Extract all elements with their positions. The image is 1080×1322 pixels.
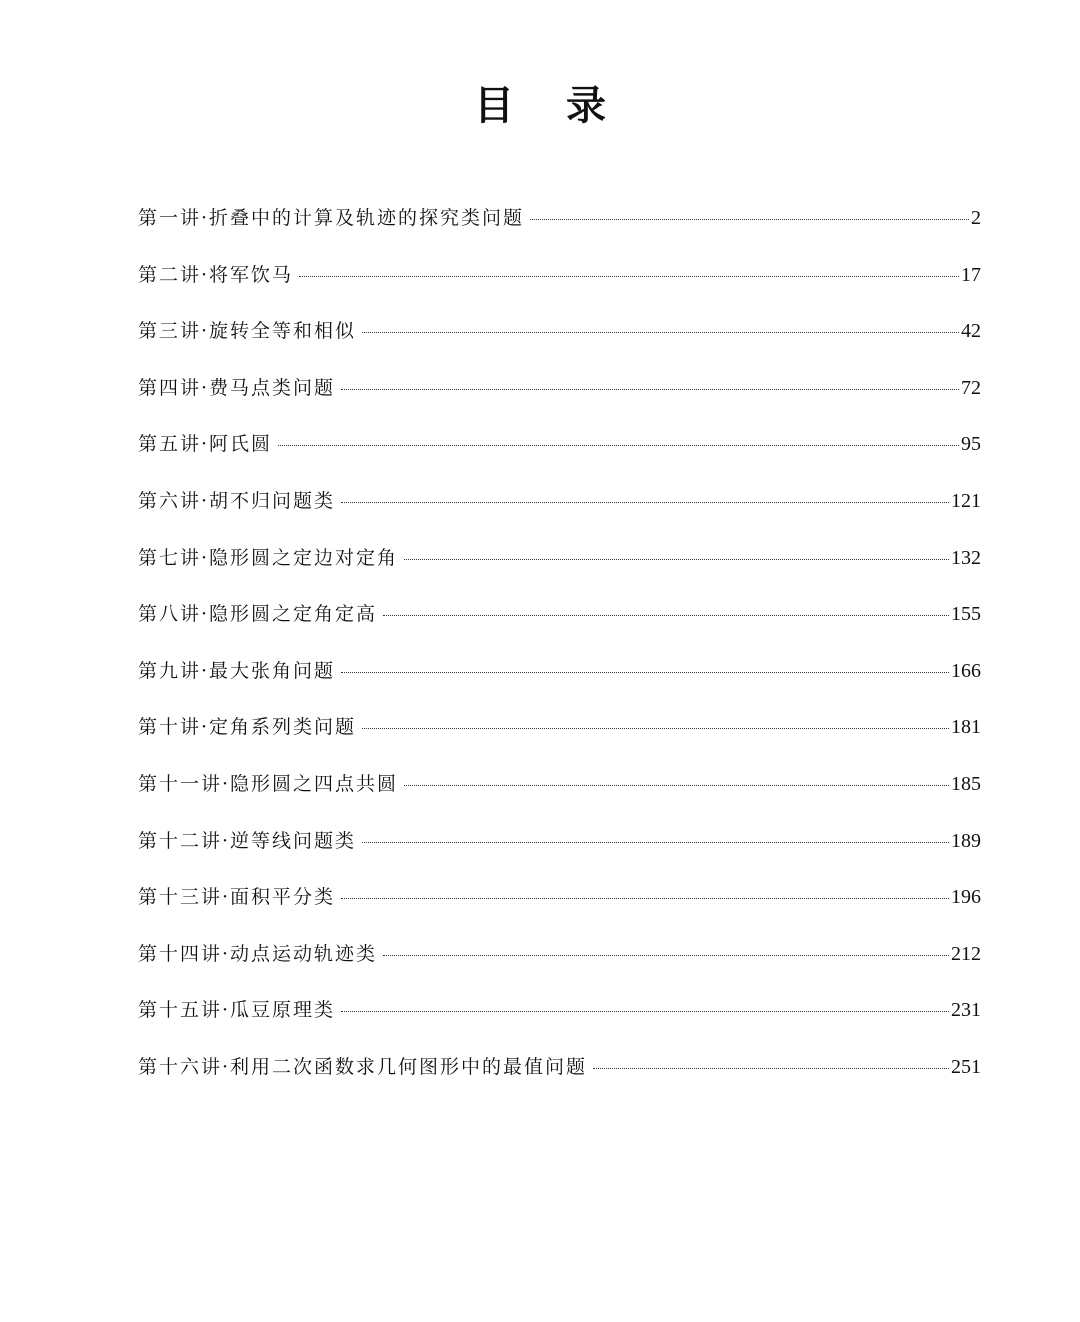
toc-entry-label: 第六讲·胡不归问题类	[138, 489, 336, 512]
dot-leader	[341, 1011, 949, 1012]
toc-entry-page: 121	[951, 489, 981, 512]
dot-leader	[404, 559, 949, 560]
toc-entry-page: 155	[951, 603, 981, 626]
dot-leader	[362, 842, 949, 843]
toc-entry-page: 185	[951, 772, 981, 795]
toc-entry-page: 17	[961, 263, 981, 286]
toc-entry[interactable]	[138, 200, 981, 257]
toc-entry-label: 第十三讲·面积平分类	[138, 886, 336, 909]
toc-entry-page: 231	[951, 999, 981, 1022]
toc-list	[138, 200, 981, 1106]
dot-leader	[383, 615, 949, 616]
dot-leader	[341, 502, 949, 503]
dot-leader	[278, 445, 959, 446]
toc-entry-label: 第十四讲·动点运动轨迹类	[138, 942, 378, 965]
toc-entry-label: 第九讲·最大张角问题	[138, 659, 336, 682]
dot-leader	[362, 728, 949, 729]
toc-entry[interactable]	[138, 257, 981, 314]
dot-leader	[299, 276, 959, 277]
toc-entry-page: 132	[951, 546, 981, 569]
toc-entry[interactable]	[138, 709, 981, 766]
toc-entry[interactable]	[138, 426, 981, 483]
toc-entry-label: 第十一讲·隐形圆之四点共圆	[138, 772, 399, 795]
toc-entry-label: 第三讲·旋转全等和相似	[138, 320, 357, 343]
toc-entry[interactable]	[138, 313, 981, 370]
toc-entry[interactable]	[138, 766, 981, 823]
toc-entry[interactable]	[138, 540, 981, 597]
toc-entry-page: 2	[971, 207, 981, 229]
toc-entry-label: 第一讲·折叠中的计算及轨迹的探究类问题	[138, 207, 525, 229]
toc-entry[interactable]	[138, 653, 981, 710]
dot-leader	[341, 672, 949, 673]
dot-leader	[593, 1068, 949, 1069]
toc-entry-page: 181	[951, 716, 981, 739]
toc-entry-page: 251	[951, 1055, 981, 1078]
dot-leader	[404, 785, 949, 786]
toc-entry[interactable]	[138, 936, 981, 993]
toc-entry-label: 第七讲·隐形圆之定边对定角	[138, 546, 399, 569]
toc-entry-label: 第十讲·定角系列类问题	[138, 716, 357, 739]
toc-entry[interactable]	[138, 879, 981, 936]
toc-entry-label: 第五讲·阿氏圆	[138, 433, 273, 456]
dot-leader	[341, 898, 949, 899]
dot-leader	[530, 219, 969, 220]
dot-leader	[341, 389, 959, 390]
toc-entry-page: 212	[951, 942, 981, 965]
toc-entry-page: 166	[951, 659, 981, 682]
toc-entry-label: 第二讲·将军饮马	[138, 263, 294, 286]
toc-entry-page: 196	[951, 886, 981, 909]
toc-entry-label: 第十五讲·瓜豆原理类	[138, 999, 336, 1022]
dot-leader	[362, 332, 959, 333]
toc-entry[interactable]	[138, 992, 981, 1049]
page-title: 目录	[474, 82, 658, 129]
toc-entry[interactable]	[138, 1049, 981, 1106]
toc-entry-label: 第十六讲·利用二次函数求几何图形中的最值问题	[138, 1055, 588, 1078]
toc-entry[interactable]	[138, 823, 981, 880]
toc-entry-label: 第八讲·隐形圆之定角定高	[138, 603, 378, 626]
toc-entry-label: 第十二讲·逆等线问题类	[138, 829, 357, 852]
toc-entry-page: 189	[951, 829, 981, 852]
dot-leader	[383, 955, 949, 956]
toc-entry[interactable]	[138, 483, 981, 540]
toc-entry-page: 95	[961, 433, 981, 456]
toc-entry[interactable]	[138, 370, 981, 427]
toc-entry[interactable]	[138, 596, 981, 653]
toc-entry-label: 第四讲·费马点类问题	[138, 376, 336, 399]
toc-entry-page: 72	[961, 376, 981, 399]
toc-entry-page: 42	[961, 320, 981, 343]
